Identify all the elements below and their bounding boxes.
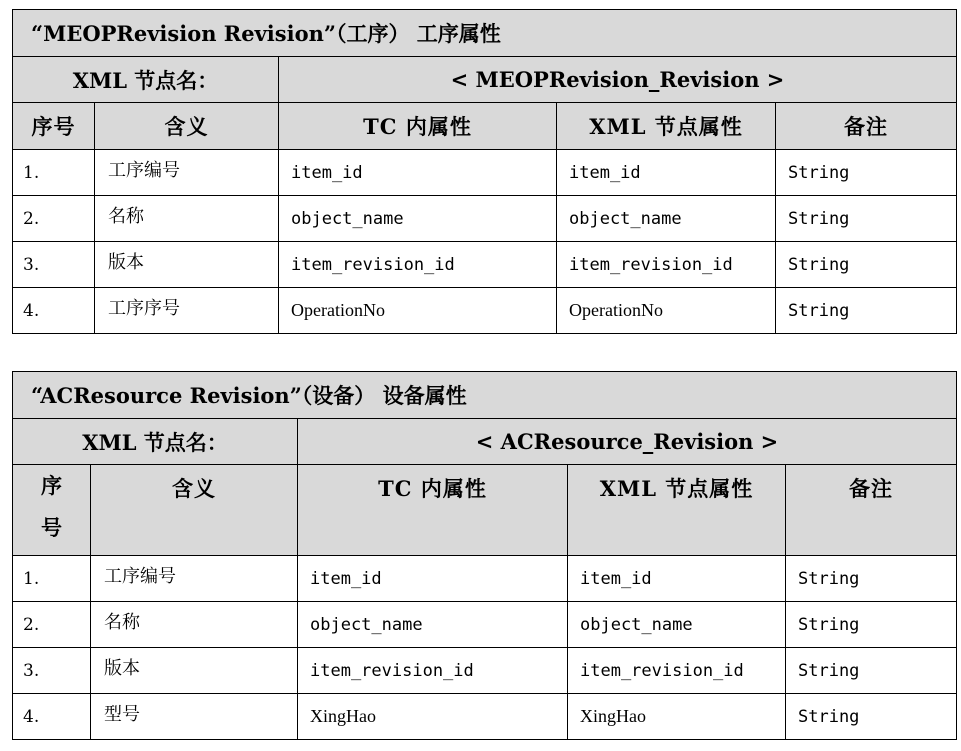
row-meaning: 工序编号 [95,150,279,196]
row-meaning: 型号 [91,694,298,740]
table-row [13,648,957,694]
row-xml-attribute: item_revision_id [568,648,786,694]
row-xml-attribute: XingHao [568,694,786,740]
header-xml-attribute: XML 节点属性 [557,103,776,150]
row-tc-attribute: OperationNo [279,288,557,334]
table-row [13,196,957,242]
header-remark: 备注 [776,103,957,150]
row-index: 1. [13,150,95,196]
table-row [13,694,957,740]
table-row [13,242,957,288]
row-index: 1. [13,556,91,602]
row-meaning: 版本 [91,648,298,694]
xml-node-label: XML 节点名： [13,57,279,103]
table-title: “ACResource Revision”（设备） 设备属性 [13,372,957,419]
row-remark: String [776,242,957,288]
table-row [13,556,957,602]
row-meaning: 名称 [95,196,279,242]
row-tc-attribute: item_revision_id [298,648,568,694]
row-tc-attribute: XingHao [298,694,568,740]
table-title: “MEOPRevision Revision”（工序） 工序属性 [13,10,957,57]
header-index-line2: 号 [41,515,62,540]
row-index: 3. [13,242,95,288]
row-meaning: 工序序号 [95,288,279,334]
header-index [13,465,91,556]
row-xml-attribute: object_name [557,196,776,242]
header-tc-attribute: TC 内属性 [298,465,568,556]
row-remark: String [786,602,957,648]
row-meaning: 工序编号 [91,556,298,602]
row-tc-attribute: object_name [279,196,557,242]
row-xml-attribute: item_id [557,150,776,196]
row-tc-attribute: item_id [298,556,568,602]
row-tc-attribute: object_name [298,602,568,648]
row-xml-attribute: OperationNo [557,288,776,334]
acresource-revision-table [12,371,957,740]
row-meaning: 版本 [95,242,279,288]
xml-node-label: XML 节点名： [13,419,298,465]
meop-revision-table [12,9,957,334]
row-remark: String [786,694,957,740]
row-meaning: 名称 [91,602,298,648]
header-meaning: 含义 [91,465,298,556]
table-row [13,150,957,196]
row-remark: String [776,196,957,242]
row-index: 2. [13,602,91,648]
row-xml-attribute: item_revision_id [557,242,776,288]
row-xml-attribute: item_id [568,556,786,602]
row-tc-attribute: item_revision_id [279,242,557,288]
table-row [13,288,957,334]
row-remark: String [776,288,957,334]
row-index: 3. [13,648,91,694]
header-index-line1: 序 [41,473,62,498]
row-xml-attribute: object_name [568,602,786,648]
header-meaning: 含义 [95,103,279,150]
row-remark: String [786,648,957,694]
table-row [13,602,957,648]
xml-node-value: < MEOPRevision_Revision > [279,57,957,103]
row-index: 2. [13,196,95,242]
header-tc-attribute: TC 内属性 [279,103,557,150]
row-remark: String [786,556,957,602]
row-tc-attribute: item_id [279,150,557,196]
header-index: 序号 [13,103,95,150]
header-xml-attribute: XML 节点属性 [568,465,786,556]
row-index: 4. [13,694,91,740]
header-remark: 备注 [786,465,957,556]
row-remark: String [776,150,957,196]
row-index: 4. [13,288,95,334]
xml-node-value: < ACResource_Revision > [298,419,957,465]
